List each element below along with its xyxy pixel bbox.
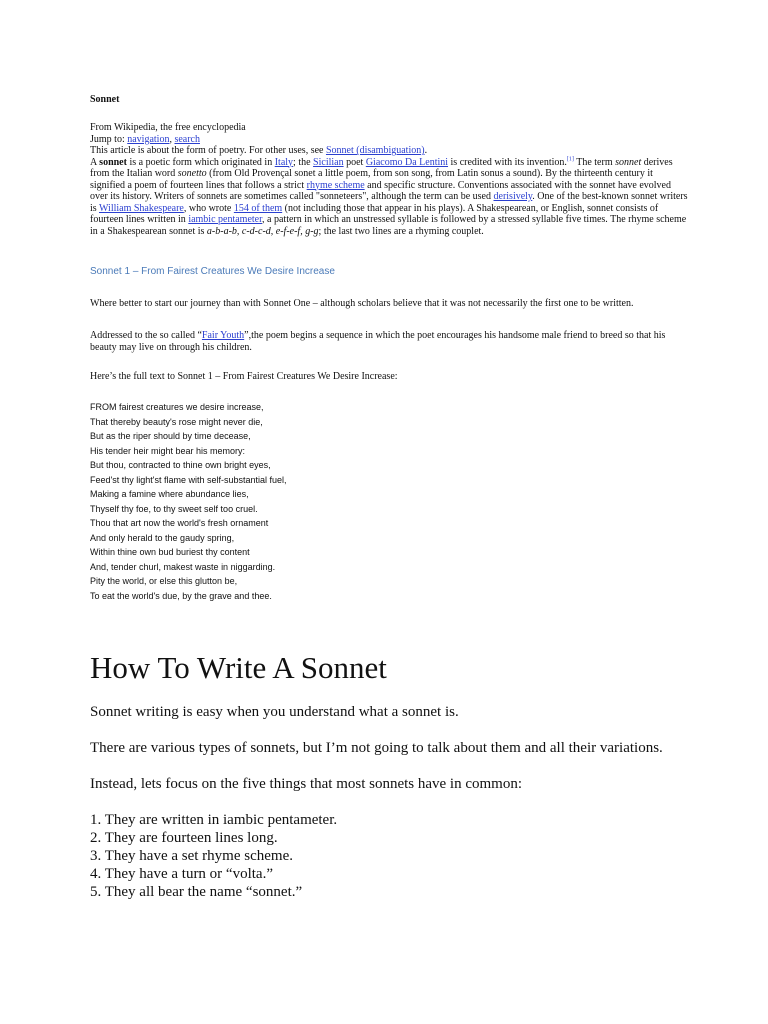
full-text-intro: Here’s the full text to Sonnet 1 – From Fairest Creatures We Desire Increase: [90,371,398,382]
iambic-pentameter-link[interactable]: iambic pentameter [188,214,263,225]
text-run: The term [573,156,616,168]
fair-youth-link[interactable]: Fair Youth [201,330,245,341]
italy-link[interactable]: Italy [274,156,294,168]
about-prefix: This article is about the form of poetry. For other uses, see [90,145,326,156]
text-run: , who wrote [183,202,234,214]
text-run: derives from the Italian word [90,156,673,179]
body-paragraph-2: There are various types of sonnets, but I’m not going to talk about them and all their variations. [90,740,663,756]
about-suffix: . [424,145,428,156]
giacomo-link[interactable]: Giacomo Da Lentini [365,156,449,168]
text-run: and specific structure. Conventions associated with the sonnet have evolved over its history. Writers of sonnets are sometimes called "sonneteers", although the term can be used [90,179,671,202]
fair-youth-paragraph [90,330,688,353]
sonnet-poem [90,400,688,603]
bold-term: sonnet [99,156,127,168]
poem-line: And, tender churl, makest waste in niggarding. [90,561,276,572]
italic-term: sonnet [615,156,642,168]
poem-line: And only herald to the gaudy spring, [90,532,235,543]
jump-line [90,134,688,146]
jump-separator: , [169,133,175,145]
text-run: A [90,156,100,168]
jump-prefix: Jump to: [90,133,128,145]
text-run: . One of the best-known sonnet writers is [90,191,688,214]
shakespeare-link[interactable]: William Shakespeare [99,202,184,214]
common-features-list [90,811,688,901]
text-run: poet [343,156,366,168]
text-run: , a pattern in which an unstressed syllable is followed by a stressed syllable five times. The rhyme scheme in a Shakespearean sonnet is [90,214,687,237]
intro-paragraph: Where better to start our journey than with Sonnet One – although scholars believe that it was not necessarily the first one to be written. [90,298,634,309]
poem-line: His tender heir might bear his memory: [90,445,246,456]
text-run: (from Old Provençal sonet a little poem, from son song, from Latin sonus a sound). By the thirteenth century it signified a poem of fourteen lines that follows a strict [90,168,653,191]
poem-line: Within thine own bud buriest thy content [90,547,250,557]
poem-line: Feed'st thy light'st flame with self-substantial fuel, [90,474,287,485]
disambiguation-link[interactable]: Sonnet (disambiguation) [325,145,425,156]
text-run: ”,the poem begins a sequence in which the poet encourages his handsome male friend to breed so that his beauty may live on through his children. [90,330,666,353]
sicilian-link[interactable]: Sicilian [313,156,344,168]
poem-line: But as the riper should by time decease, [90,431,251,441]
wiki-excerpt [90,122,688,237]
poem-line: To eat the world's due, by the grave and thee. [90,590,272,601]
how-to-heading: How To Write A Sonnet [90,650,387,685]
body-paragraph-1: Sonnet writing is easy when you understand what a sonnet is. [90,704,459,720]
doc-title: Sonnet [90,94,120,105]
poem-line: FROM fairest creatures we desire increase, [90,402,264,412]
poem-line: Thyself thy foe, to thy sweet self too cruel. [90,503,258,514]
body-paragraph-3: Instead, lets focus on the five things that most sonnets have in common: [90,776,523,792]
sonnets-count-link[interactable]: 154 of them [233,202,283,214]
list-item: 4. They have a turn or “volta.” [90,866,273,882]
text-run: ; the [293,156,314,168]
list-item: 2. They are fourteen lines long. [90,830,278,846]
poem-line: Thou that art now the world's fresh ornament [90,518,269,528]
italic-term: a-b-a-b, c-d-c-d, e-f-e-f, g-g [206,225,319,237]
list-item: 3. They have a set rhyme scheme. [90,848,293,864]
section-heading: Sonnet 1 – From Fairest Creatures We Desire Increase [90,266,335,277]
search-link[interactable]: search [174,133,200,145]
derisively-link[interactable]: derisively [493,191,533,202]
rhyme-scheme-link[interactable]: rhyme scheme [306,179,365,191]
text-run: Addressed to the so called “ [90,330,202,341]
text-run: is a poetic form which originated in [126,156,275,168]
reference-link[interactable]: [1] [566,156,574,163]
text-run: (not including those that appear in his plays). A Shakespearean, or English, sonnet consists of fourteen lines written in [90,202,659,225]
poem-line: But thou, contracted to thine own bright eyes, [90,460,271,470]
text-run: ; the last two lines are a rhyming couplet. [318,225,484,237]
wiki-source-line: From Wikipedia, the free encyclopedia [90,122,246,133]
navigation-link[interactable]: navigation [127,133,170,145]
list-item: 5. They all bear the name “sonnet.” [90,884,303,900]
wiki-paragraph [90,157,688,238]
about-line [90,145,688,157]
list-item: 1. They are written in iambic pentameter. [90,812,338,828]
poem-line: Making a famine where abundance lies, [90,489,249,499]
poem-line: Pity the world, or else this glutton be, [90,576,238,586]
poem-line: That thereby beauty's rose might never die, [90,416,263,427]
italic-term: sonetto [177,168,207,179]
text-run: is credited with its invention. [448,156,567,168]
